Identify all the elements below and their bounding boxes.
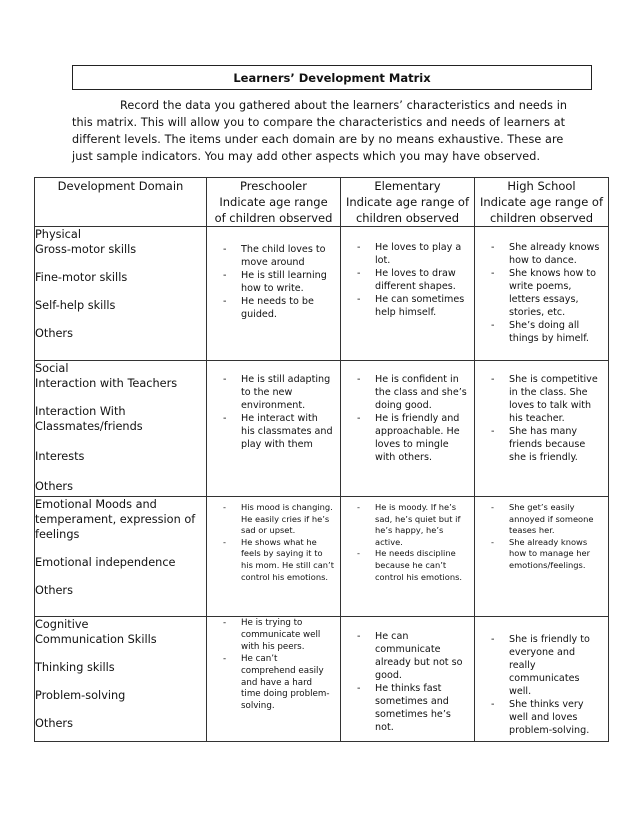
row-cognitive: [35, 617, 609, 742]
list-item: - He needs to be guided.: [207, 295, 340, 321]
header-preschooler: Preschooler Indicate age range of children observed: [207, 178, 341, 227]
list-item: - He is still learning how to write.: [207, 269, 340, 295]
list-item: - She has many friends because she is friendly.: [475, 425, 608, 464]
emotional-preschool: [207, 497, 341, 617]
social-preschool: [207, 361, 341, 497]
list-item: - He shows what he feels by saying it to his mom. He still can’t control his emotions.: [207, 537, 340, 583]
list-item: - He can communicate already but not so good.: [341, 630, 474, 682]
list-item: - He loves to draw different shapes.: [341, 267, 474, 293]
social-highschool: [475, 361, 609, 497]
list-item: - She already knows how to dance.: [475, 241, 608, 267]
list-item: - He can sometimes help himself.: [341, 293, 474, 319]
row-emotional: [35, 497, 609, 617]
row-physical: [35, 227, 609, 361]
list-item: - He is trying to communicate well with his peers.: [207, 618, 340, 654]
list-item: - He is moody. If he’s sad, he’s quiet but if he’s happy, he’s active.: [341, 502, 474, 548]
header-elementary: Elementary Indicate age range of children observed: [341, 178, 475, 227]
row-social: [35, 361, 609, 497]
list-item: - She already knows how to manage her emotions/feelings.: [475, 537, 608, 572]
intro-paragraph: [72, 97, 572, 165]
list-item: - He needs discipline because he can’t control his emotions.: [341, 548, 474, 583]
matrix-title-box: [72, 65, 592, 90]
list-item: - He is still adapting to the new environment.: [207, 373, 340, 412]
list-item: - She thinks very well and loves problem-solving.: [475, 698, 608, 737]
list-item: - The child loves to move around: [207, 243, 340, 269]
domain-social: Social Interaction with Teachers Interaction With Classmates/friends Interests Others: [35, 361, 207, 497]
emotional-elementary: [341, 497, 475, 617]
header-row: [35, 178, 609, 227]
list-item: - She is competitive in the class. She loves to talk with his teacher.: [475, 373, 608, 425]
cognitive-preschool: [207, 617, 341, 742]
list-item: - He is confident in the class and she’s doing good.: [341, 373, 474, 412]
physical-elementary: [341, 227, 475, 361]
list-item: - She is friendly to everyone and really communicates well.: [475, 633, 608, 698]
intro-text: Record the data you gathered about the learners’ characteristics and needs in this matrix. This will allow you to compare the characteristics and needs of learners at different levels. The items under each domain are by no means exhaustive. These are just sample indicators. You may add other aspects which you may have observed.: [72, 99, 568, 163]
list-item: - He is friendly and approachable. He loves to mingle with others.: [341, 412, 474, 464]
cognitive-highschool: [475, 617, 609, 742]
list-item: - She knows how to write poems, letters essays, stories, etc.: [475, 267, 608, 319]
list-item: - He thinks fast sometimes and sometimes he’s not.: [341, 682, 474, 734]
matrix-title: Learners’ Development Matrix: [233, 70, 431, 85]
domain-cognitive: Cognitive Communication Skills Thinking skills Problem-solving Others: [35, 617, 207, 742]
list-item: - He can’t comprehend easily and have a hard time doing problem-solving.: [207, 654, 340, 714]
list-item: - He loves to play a lot.: [341, 241, 474, 267]
list-item: - He interact with his classmates and play with them: [207, 412, 340, 451]
physical-preschool: [207, 227, 341, 361]
domain-emotional: Emotional Moods and temperament, expression of feelings Emotional independence Others: [35, 497, 207, 617]
social-elementary: [341, 361, 475, 497]
list-item: - She’s doing all things by himelf.: [475, 319, 608, 345]
header-high-school: High School Indicate age range of children observed: [475, 178, 609, 227]
list-item: - She get’s easily annoyed if someone teases her.: [475, 502, 608, 537]
list-item: - His mood is changing. He easily cries if he’s sad or upset.: [207, 502, 340, 537]
header-domain: Development Domain: [35, 178, 207, 227]
physical-highschool: [475, 227, 609, 361]
emotional-highschool: [475, 497, 609, 617]
development-matrix-table: [34, 177, 609, 742]
cognitive-elementary: [341, 617, 475, 742]
domain-physical: Physical Gross-motor skills Fine-motor skills Self-help skills Others: [35, 227, 207, 361]
